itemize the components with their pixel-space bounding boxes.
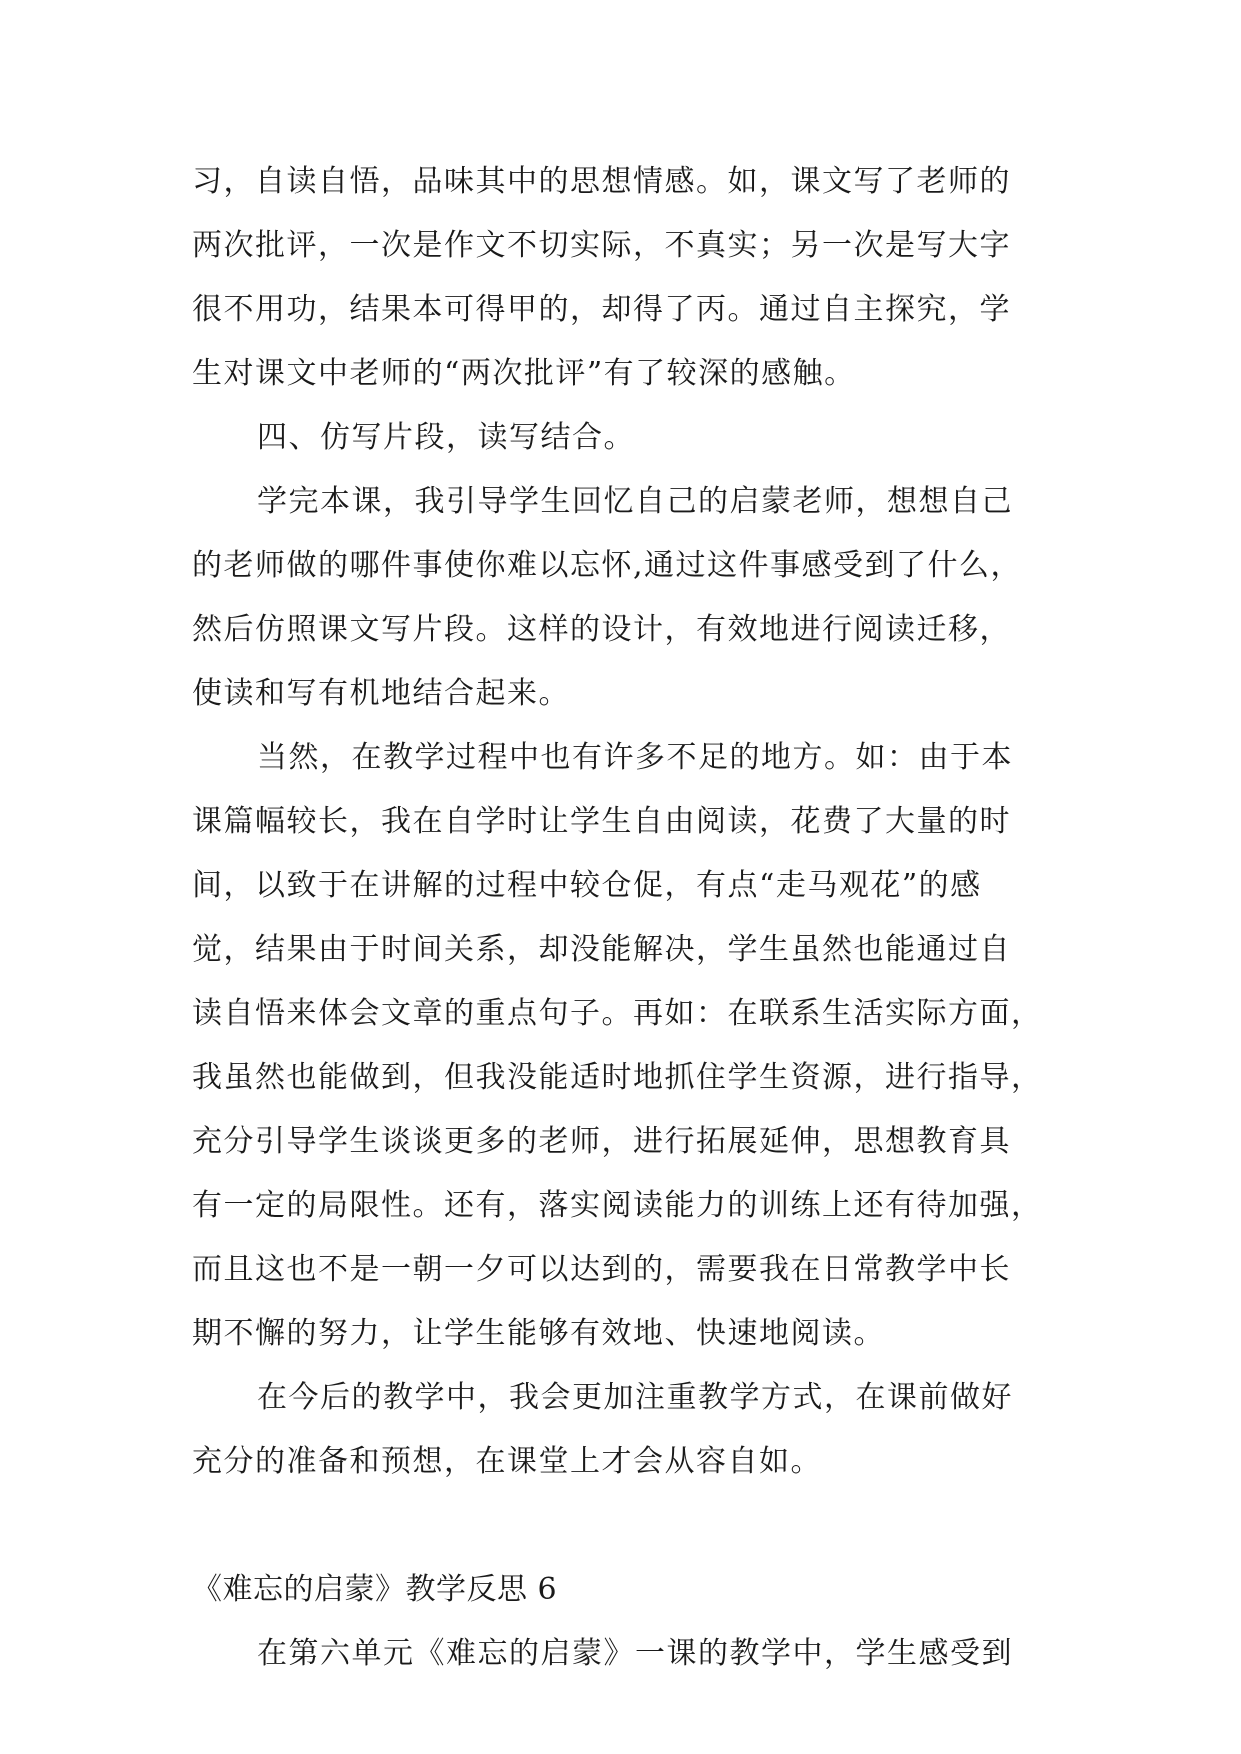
text-line: 充分引导学生谈谈更多的老师，进行拓展延伸，思想教育具 xyxy=(192,1124,1011,1159)
document-body xyxy=(192,150,1062,1686)
paragraph-first-line: 在第六单元《难忘的启蒙》一课的教学中，学生感受到 xyxy=(257,1636,1013,1671)
section-gap xyxy=(192,1494,1062,1558)
paragraph-first-line: 当然，在教学过程中也有许多不足的地方。如：由于本 xyxy=(257,740,1013,775)
section-title: 《难忘的启蒙》教学反思 6 xyxy=(192,1572,558,1607)
text-line: 而且这也不是一朝一夕可以达到的，需要我在日常教学中长 xyxy=(192,1252,1011,1287)
paragraph-first-line: 在今后的教学中，我会更加注重教学方式，在课前做好 xyxy=(257,1380,1013,1415)
text-line: 生对课文中老师的“两次批评”有了较深的感触。 xyxy=(192,356,856,391)
text-line: 然后仿照课文写片段。这样的设计，有效地进行阅读迁移， xyxy=(192,612,1011,647)
text-line: 课篇幅较长，我在自学时让学生自由阅读，花费了大量的时 xyxy=(192,804,1011,839)
text-line: 期不懈的努力，让学生能够有效地、快速地阅读。 xyxy=(192,1316,885,1351)
paragraph-first-line: 学完本课，我引导学生回忆自己的启蒙老师，想想自己 xyxy=(257,484,1013,519)
text-line: 觉，结果由于时间关系，却没能解决，学生虽然也能通过自 xyxy=(192,932,1011,967)
text-line: 我虽然也能做到，但我没能适时地抓住学生资源，进行指导， xyxy=(192,1060,1043,1095)
text-line: 习，自读自悟，品味其中的思想情感。如，课文写了老师的 xyxy=(192,164,1011,199)
text-line: 读自悟来体会文章的重点句子。再如：在联系生活实际方面， xyxy=(192,996,1043,1031)
text-line: 间，以致于在讲解的过程中较仓促，有点“走马观花”的感 xyxy=(192,868,982,903)
text-line: 两次批评，一次是作文不切实际，不真实；另一次是写大字 xyxy=(192,228,1011,263)
text-line: 充分的准备和预想，在课堂上才会从容自如。 xyxy=(192,1444,822,1479)
text-line: 使读和写有机地结合起来。 xyxy=(192,676,570,711)
text-line: 有一定的局限性。还有，落实阅读能力的训练上还有待加强， xyxy=(192,1188,1043,1223)
text-line: 的老师做的哪件事使你难以忘怀,通过这件事感受到了什么， xyxy=(192,548,1023,583)
text-line: 很不用功，结果本可得甲的，却得了丙。通过自主探究，学 xyxy=(192,292,1011,327)
subheading-line: 四、仿写片段，读写结合。 xyxy=(257,420,635,455)
